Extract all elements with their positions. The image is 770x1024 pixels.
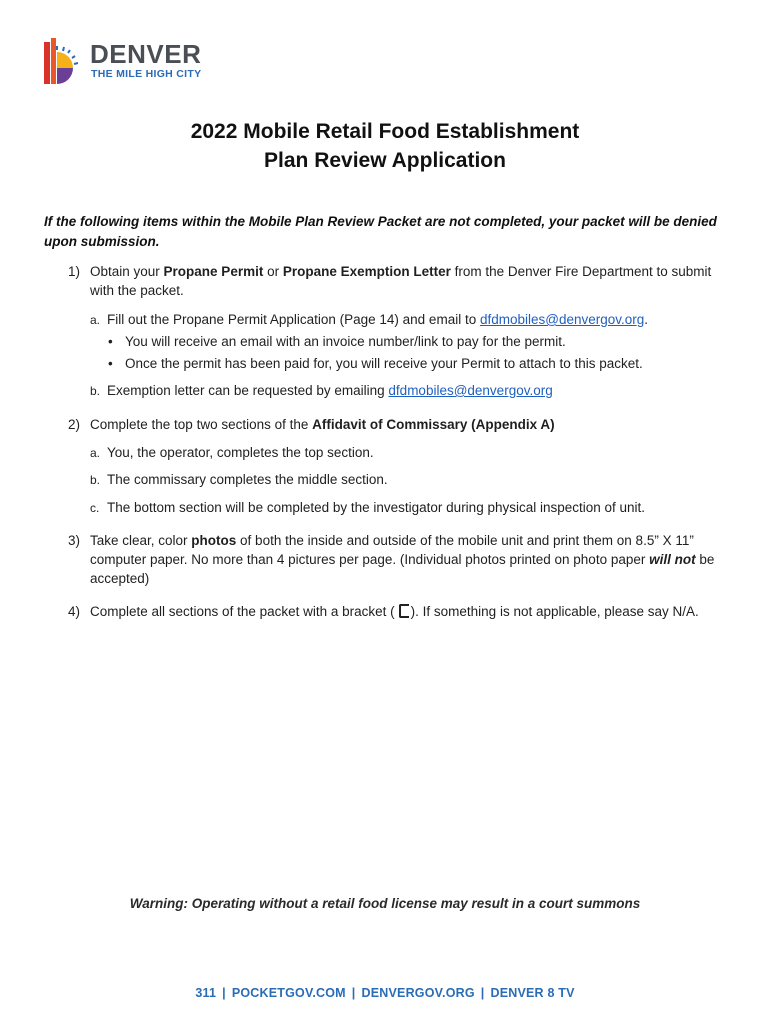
item-text-part: Complete all sections of the packet with a bracket ( [90, 604, 395, 619]
logo-tagline: THE MILE HIGH CITY [91, 68, 202, 80]
footer-denvergov: DENVERGOV.ORG [361, 986, 475, 1000]
sub-letter: b. [90, 473, 101, 487]
denver-logo-icon [44, 38, 80, 84]
affidavit-label: Affidavit of Commissary (Appendix A) [312, 417, 555, 432]
title-line-2: Plan Review Application [264, 149, 506, 172]
sub-text: The bottom section will be completed by the investigator during physical inspection of unit. [107, 500, 646, 515]
propane-exemption-label: Propane Exemption Letter [282, 264, 451, 279]
photos-label: photos [191, 533, 237, 548]
court-summons-warning: Warning: Operating without a retail food license may result in a court summons [129, 896, 641, 911]
sub-text-part: Exemption letter can be requested by emailing [107, 383, 389, 398]
propane-permit-label: Propane Permit [163, 264, 264, 279]
item-text-part: or [263, 264, 283, 279]
bullet-text: You will receive an email with an invoice number/link to pay for the permit. [125, 334, 566, 349]
footer-separator: | [222, 986, 226, 1000]
bullet-icon: • [108, 334, 113, 349]
footer-pocketgov: POCKETGOV.COM [231, 986, 346, 1000]
item-text [90, 262, 722, 300]
footer-311: 311 [195, 986, 217, 1000]
item-number: 3) [68, 533, 81, 548]
denver-logo [44, 38, 214, 84]
page-title [0, 117, 770, 175]
will-not-emphasis: will not [649, 552, 696, 567]
sub-text: You, the operator, completes the top section. [107, 445, 374, 460]
item-text [90, 531, 722, 588]
item-text [90, 602, 722, 621]
sub-text-part: Fill out the Propane Permit Application (Page 14) and email to [107, 312, 480, 327]
item-number: 1) [68, 264, 81, 279]
bullet-icon: • [108, 356, 113, 371]
email-link[interactable]: dfdmobiles@denvergov.org [479, 312, 645, 327]
item-text-part: Obtain your [90, 264, 164, 279]
item-number: 4) [68, 604, 81, 619]
email-link[interactable]: dfdmobiles@denvergov.org [388, 383, 553, 398]
item-text-part: of both the inside and outside of the mobile unit and print them on 8.5” X 11” computer paper. No more than 4 pictures per page. (Individual photos printed on photo paper [90, 533, 694, 567]
logo-wordmark: DENVER [90, 39, 202, 69]
bullet-text: Once the permit has been paid for, you will receive your Permit to attach to this packet. [125, 356, 643, 371]
bracket-icon [399, 604, 409, 618]
item-text-part: ). If something is not applicable, please say N/A. [410, 604, 699, 619]
footer-separator: | [351, 986, 356, 1000]
item-text-part: be accepted) [90, 552, 715, 586]
title-line-1: 2022 Mobile Retail Food Establishment [190, 120, 580, 143]
sub-text [107, 310, 717, 329]
item-text-part: Complete the top two sections of the [90, 417, 313, 432]
footer-denver8tv: DENVER 8 TV [490, 986, 575, 1000]
sub-letter: c. [90, 501, 100, 515]
intro-warning-text: If the following items within the Mobile Plan Review Packet are not completed, your packet will be denied upon submission. [44, 214, 717, 249]
footer-separator: | [480, 986, 485, 1000]
sub-text: The commissary completes the middle section. [107, 472, 388, 487]
sub-letter: a. [90, 313, 101, 327]
item-number: 2) [68, 417, 81, 432]
item-text-part: Take clear, color [90, 533, 192, 548]
sub-letter: b. [90, 384, 101, 398]
sub-text [107, 381, 717, 400]
sub-text-part: . [644, 312, 649, 327]
footer-links [0, 986, 770, 1000]
item-text [90, 415, 722, 434]
item-text-part: from the Denver Fire Department to submit with the packet. [90, 264, 712, 298]
sub-letter: a. [90, 446, 101, 460]
